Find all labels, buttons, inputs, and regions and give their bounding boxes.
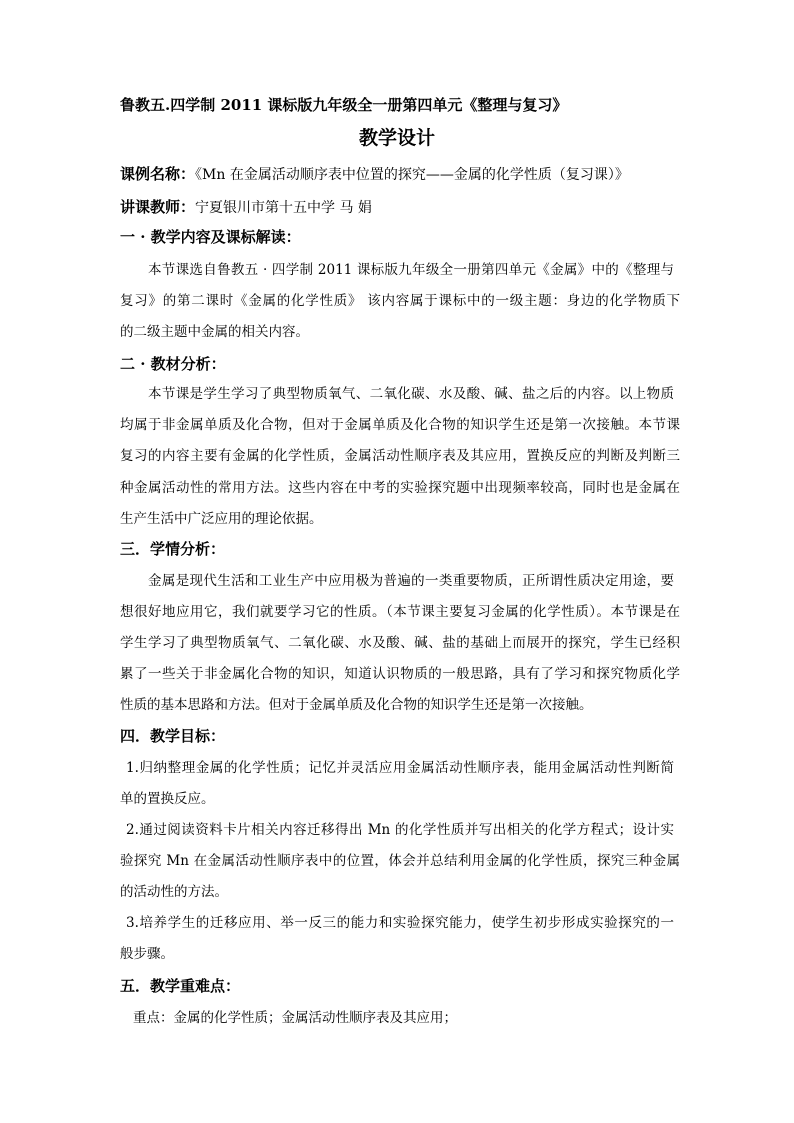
goal-item-line: 验探究 Mn 在金属活动性顺序表中的位置，体会并总结利用金属的化学性质，探究三种金属 — [120, 853, 680, 869]
paragraph-line: 复习》的第二课时《金属的化学性质》 该内容属于课标中的一级主题：身边的化学物质下 — [120, 293, 680, 309]
paragraph-line: 金属是现代生活和工业生产中应用极为普遍的一类重要物质，正所谓性质决定用途，要 — [148, 573, 674, 589]
goal-item-line: 的活动性的方法。 — [120, 884, 228, 900]
section-heading-goals: 四．教学目标： — [120, 727, 226, 745]
paragraph-line: 学生学习了典型物质氧气、二氧化碳、水及酸、碱、盐的基础上而展开的探究，学生已经积 — [120, 635, 680, 651]
paragraph-line: 想很好地应用它，我们就要学习它的性质。（本节课主要复习金属的化学性质）。本节课是在 — [120, 604, 680, 620]
lesson-name-line — [120, 164, 629, 185]
paragraph-line: 累了一些关于非金属化合物的知识，知道认识物质的一般思路，具有了学习和探究物质化学 — [120, 666, 680, 682]
section-heading-material: 二 · 教材分析： — [120, 355, 226, 373]
goal-item-line: 2.通过阅读资料卡片相关内容迁移得出 Mn 的化学性质并写出相关的化学方程式；设计实 — [126, 822, 674, 838]
paragraph-line: 性质的基本思路和方法。但对于金属单质及化合物的知识学生还是第一次接触。 — [120, 697, 593, 713]
paragraph-line: 本节课是学生学习了典型物质氧气、二氧化碳、水及酸、碱、盐之后的内容。以上物质 — [148, 386, 674, 402]
paragraph-line: 种金属活动性的常用方法。这些内容在中考的实验探究题中出现频率较高，同时也是金属在 — [120, 480, 680, 496]
lesson-name-value: 《Mn 在金属活动顺序表中位置的探究——金属的化学性质（复习课）》 — [195, 167, 629, 183]
key-point-line: 重点：金属的化学性质；金属活动性顺序表及其应用； — [133, 1010, 457, 1026]
teacher-label: 讲课教师： — [120, 198, 196, 216]
paragraph-line: 复习的内容主要有金属的化学性质，金属活动性顺序表及其应用，置换反应的判断及判断三 — [120, 448, 680, 464]
lesson-name-label: 课例名称： — [120, 165, 196, 183]
paragraph-line: 均属于非金属单质及化合物，但对于金属单质及化合物的知识学生还是第一次接触。本节课 — [120, 417, 680, 433]
paragraph-line: 本节课选自鲁教五 · 四学制 2011 课标版九年级全一册第四单元《金属》中的《整理与 — [148, 262, 674, 278]
section-heading-students: 三．学情分析： — [120, 540, 226, 558]
goal-item-line: 般步骤。 — [120, 946, 174, 962]
teacher-line — [120, 197, 372, 218]
goal-item-line: 1.归纳整理金属的化学性质；记忆并灵活应用金属活动性顺序表，能用金属活动性判断简 — [126, 760, 674, 776]
section-heading-key-points: 五．教学重难点： — [120, 977, 241, 995]
paragraph-line: 的二级主题中金属的相关内容。 — [120, 324, 309, 340]
paragraph-line: 生产生活中广泛应用的理论依据。 — [120, 511, 323, 527]
goal-item-line: 3.培养学生的迁移应用、举一反三的能力和实验探究能力，使学生初步形成实验探究的一 — [126, 915, 674, 931]
series-title: 鲁教五.四学制 2011 课标版九年级全一册第四单元《整理与复习》 — [120, 96, 568, 114]
teacher-value: 宁夏银川市第十五中学 马 娟 — [195, 200, 372, 216]
document-title: 教学设计 — [358, 127, 435, 149]
goal-item-line: 单的置换反应。 — [120, 791, 215, 807]
section-heading-content: 一 · 教学内容及课标解读： — [120, 228, 301, 246]
